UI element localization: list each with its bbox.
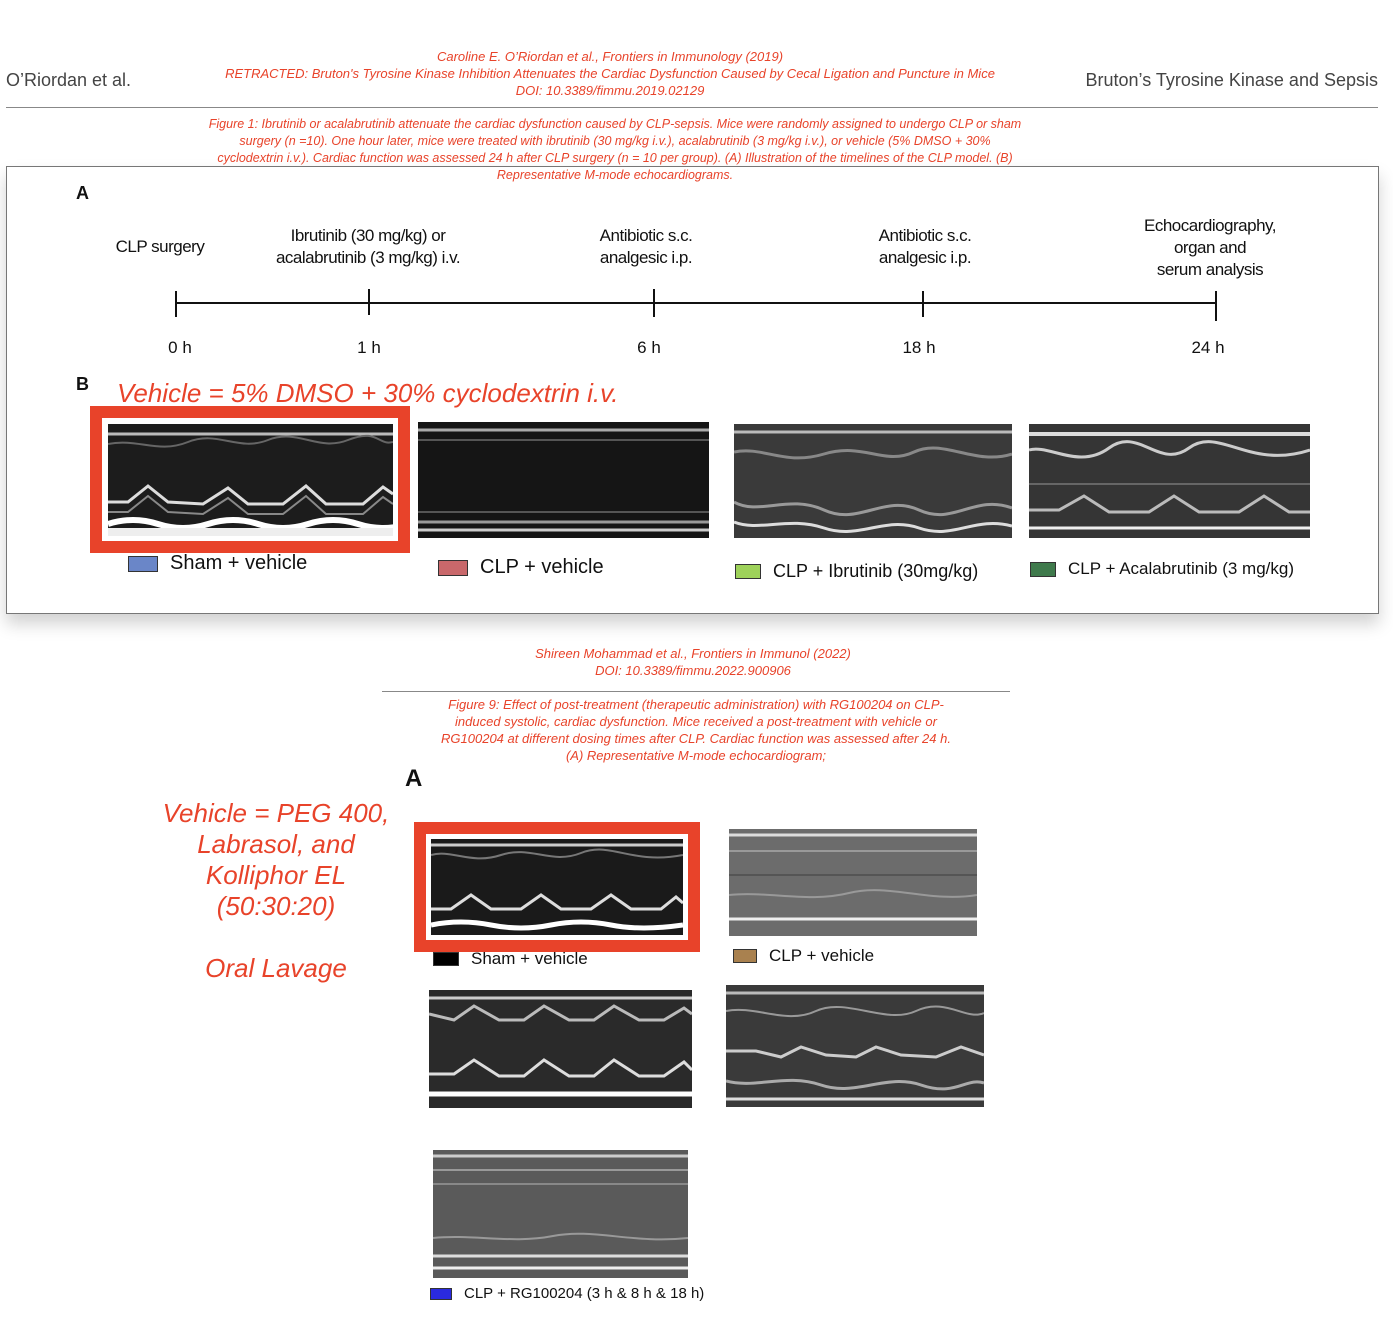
annotation-line: Labrasol, and	[197, 829, 355, 859]
timeline-time-6h: 6 h	[637, 338, 661, 357]
legend-sham-vehicle	[128, 552, 307, 575]
vehicle-annotation-2022	[150, 798, 402, 984]
figure9-caption	[382, 696, 1010, 764]
echo-f9-treatment-a	[429, 990, 692, 1108]
legend-swatch	[733, 949, 757, 963]
echo-clp-ibrutinib	[734, 424, 1012, 538]
event-line: analgesic i.p.	[599, 248, 693, 267]
legend-swatch	[438, 560, 468, 576]
figure9-rule	[382, 691, 1010, 692]
caption-line: RG100204 at different dosing times after CLP. Cardiac function was assessed after 24 h.	[441, 731, 951, 746]
legend-label: Sham + vehicle	[471, 949, 588, 968]
citation-2022	[380, 645, 1006, 679]
caption-line: induced systolic, cardiac dysfunction. Mice received a post-treatment with vehicle or	[455, 714, 937, 729]
timeline-event-1h	[243, 225, 493, 269]
timeline-event-18h	[845, 225, 1005, 269]
legend-label: CLP + Ibrutinib (30mg/kg)	[773, 561, 979, 581]
event-line: acalabrutinib (3 mg/kg) i.v.	[275, 248, 461, 267]
citation-line: DOI: 10.3389/fimmu.2019.02129	[515, 83, 705, 98]
event-line: CLP surgery	[115, 237, 205, 256]
legend-clp-vehicle	[438, 556, 604, 579]
legend-swatch	[128, 556, 158, 572]
timeline-time-24h: 24 h	[1191, 338, 1225, 357]
timeline-time-1h: 1 h	[357, 338, 381, 357]
timeline-time-18h: 18 h	[902, 338, 936, 357]
panel-b-label: B	[76, 374, 89, 394]
event-line: Echocardiography,	[1144, 216, 1276, 235]
event-line: Antibiotic s.c.	[878, 226, 972, 245]
legend-clp-acalabrutinib	[1030, 559, 1294, 579]
legend-label: CLP + Acalabrutinib (3 mg/kg)	[1068, 559, 1294, 578]
legend-swatch	[735, 564, 761, 579]
caption-line: Figure 9: Effect of post-treatment (therapeutic administration) with RG100204 on CLP-	[448, 697, 944, 712]
annotation-line: (50:30:20)	[216, 891, 336, 921]
echo-clp-acalabrutinib	[1029, 424, 1310, 538]
legend-f9-clp-vehicle	[733, 946, 874, 966]
event-line: Antibiotic s.c.	[599, 226, 693, 245]
echo-f9-clp-rg100204	[433, 1150, 688, 1278]
legend-label: CLP + vehicle	[769, 946, 875, 965]
timeline-time-0h: 0 h	[168, 338, 192, 357]
annotation-spacer	[150, 922, 402, 953]
timeline-event-0h	[90, 236, 230, 258]
event-line: organ and	[1173, 238, 1247, 257]
citation-line: DOI: 10.3389/fimmu.2022.900906	[595, 663, 791, 678]
panel-a-label: A	[76, 183, 89, 203]
legend-swatch	[430, 1288, 452, 1300]
legend-clp-ibrutinib	[735, 561, 978, 582]
annotation-line: Oral Lavage	[205, 953, 347, 983]
header-rule	[6, 107, 1378, 108]
annotation-line: Kolliphor EL	[205, 860, 347, 890]
citation-2019	[160, 48, 1060, 99]
echo-f9-clp-vehicle	[729, 829, 977, 936]
vehicle-annotation-2019: Vehicle = 5% DMSO + 30% cyclodextrin i.v.	[117, 378, 619, 408]
legend-swatch	[1030, 562, 1056, 577]
timeline-event-6h	[566, 225, 726, 269]
legend-f9-clp-rg100204	[430, 1285, 704, 1302]
caption-line: Figure 1: Ibrutinib or acalabrutinib attenuate the cardiac dysfunction caused by CLP-sepsis. Mice were randomly assigned to undergo CLP or sham	[208, 117, 1022, 131]
event-line: Ibrutinib (30 mg/kg) or	[290, 226, 446, 245]
caption-line: surgery (n =10). One hour later, mice were treated with ibrutinib (30 mg/kg i.v.), acalabrutinib (3 mg/kg i.v.), or vehicle (5% DMSO + 30%	[239, 134, 991, 148]
legend-swatch	[433, 952, 459, 966]
legend-label: Sham + vehicle	[170, 552, 308, 574]
caption-line: (A) Representative M-mode echocardiogram;	[565, 748, 827, 763]
caption-line: Representative M-mode echocardiograms.	[496, 168, 734, 182]
event-line: serum analysis	[1156, 260, 1264, 279]
timeline-event-24h	[1120, 215, 1300, 281]
running-head-title: Bruton’s Tyrosine Kinase and Sepsis	[1085, 70, 1378, 90]
citation-line: Caroline E. O’Riordan et al., Frontiers in Immunology (2019)	[436, 49, 784, 64]
event-line: analgesic i.p.	[878, 248, 972, 267]
legend-f9-sham-vehicle	[433, 949, 588, 969]
citation-line: Shireen Mohammad et al., Frontiers in Immunol (2022)	[535, 646, 851, 661]
echo-f9-treatment-b	[726, 985, 984, 1107]
figure9-panel-a-label: A	[405, 765, 423, 792]
echo-sham-vehicle	[108, 424, 393, 536]
caption-line: cyclodextrin i.v.). Cardiac function was assessed 24 h after CLP surgery (n = 10 per group). (A) Illustration of the timelines of the CLP model. (B)	[217, 151, 1013, 165]
running-head-authors: O’Riordan et al.	[6, 70, 132, 90]
echo-f9-sham-vehicle	[431, 839, 683, 935]
echo-clp-vehicle	[418, 422, 709, 538]
annotation-line: Vehicle = PEG 400,	[162, 798, 390, 828]
citation-line: RETRACTED: Bruton's Tyrosine Kinase Inhibition Attenuates the Cardiac Dysfunction Caused by Cecal Ligation and Puncture in Mice	[225, 66, 995, 81]
legend-label: CLP + vehicle	[480, 556, 604, 578]
legend-label: CLP + RG100204 (3 h & 8 h & 18 h)	[464, 1285, 705, 1302]
timeline-axis	[160, 285, 1240, 325]
figure1-caption	[150, 116, 1080, 184]
